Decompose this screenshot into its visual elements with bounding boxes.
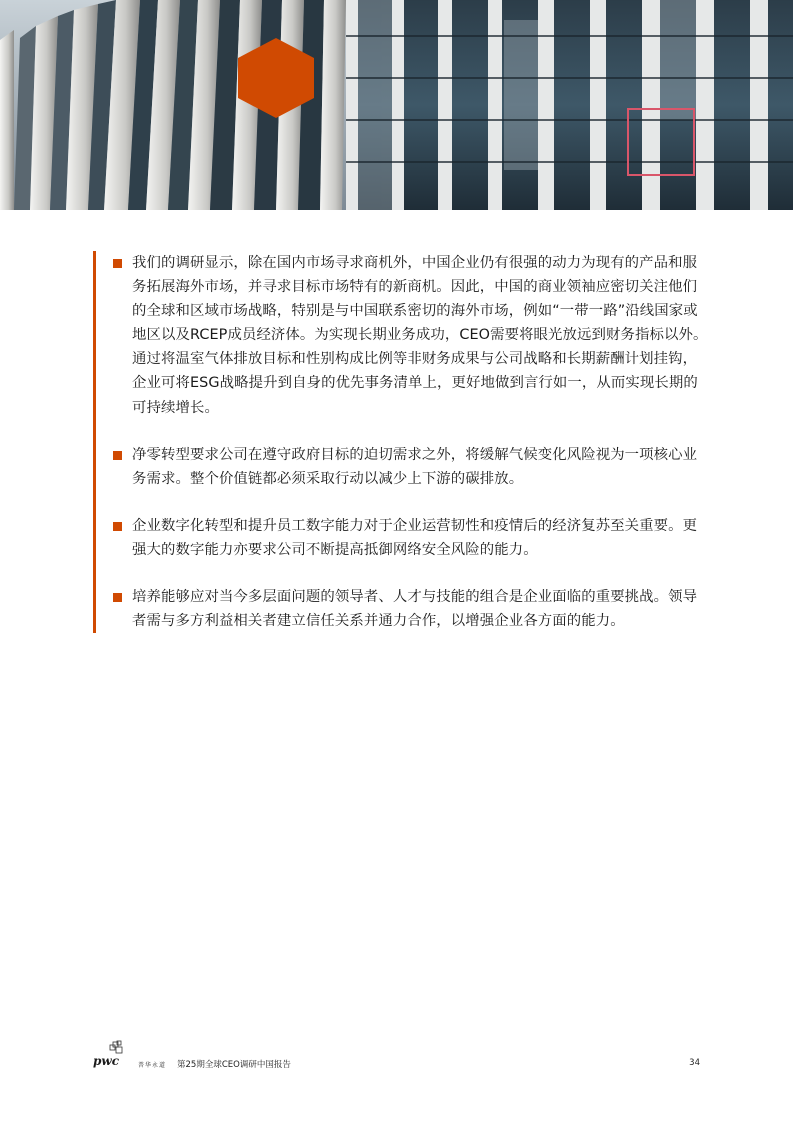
bullet-text: 净零转型要求公司在遵守政府目标的迫切需求之外，将缓解气候变化风险视为一项核心业务需求。整个价值链都必须采取行动以减少上下游的碳排放。 xyxy=(132,446,698,487)
bullet-item-3 xyxy=(113,514,708,562)
pwc-logo xyxy=(93,1040,135,1070)
hero-image xyxy=(0,0,793,210)
building-facade-illustration xyxy=(0,0,793,210)
report-title: 第25期全球CEO调研中国报告 xyxy=(177,1060,291,1070)
pink-frame-accent xyxy=(627,108,695,176)
page-number: 34 xyxy=(689,1058,700,1068)
bullet-item-2 xyxy=(113,443,708,491)
square-bullet-icon xyxy=(113,593,122,602)
bullet-text: 企业数字化转型和提升员工数字能力对于企业运营韧性和疫情后的经济复苏至关重要。更强大的数字能力亦要求公司不断提高抵御网络安全风险的能力。 xyxy=(132,517,698,558)
square-bullet-icon xyxy=(113,259,122,268)
bullet-text: 培养能够应对当今多层面问题的领导者、人才与技能的组合是企业面临的重要挑战。领导者需与多方利益相关者建立信任关系并通力合作，以增强企业各方面的能力。 xyxy=(132,589,698,630)
brand-chinese-name: 普华永道 xyxy=(138,1062,167,1069)
pwc-logo-mark-icon xyxy=(109,1040,123,1054)
bullet-list xyxy=(93,251,708,633)
pwc-logo-text: pwc xyxy=(93,1054,120,1068)
page-footer xyxy=(93,1040,708,1074)
square-bullet-icon xyxy=(113,522,122,531)
square-bullet-icon xyxy=(113,451,122,460)
bullet-text: 我们的调研显示，除在国内市场寻求商机外，中国企业仍有很强的动力为现有的产品和服务拓展海外市场，并寻求目标市场特有的新商机。因此，中国的商业领袖应密切关注他们的全球和区域市场战略，特别是与中国联系密切的海外市场，例如“一带一路”沿线国家或地区以及RCEP成员经济体。为实现长期业务成功，CEO需要将眼光放远到财务指标以外。通过将温室气体排放目标和性别构成比例等非财务成果与公司战略和长期薪酬计划挂钩，企业可将ESG战略提升到自身的优先事务清单上，更好地做到言行如一，从而实现长期的可持续增长。 xyxy=(132,255,708,416)
bullet-item-1 xyxy=(113,251,708,420)
bullet-item-4 xyxy=(113,585,708,633)
